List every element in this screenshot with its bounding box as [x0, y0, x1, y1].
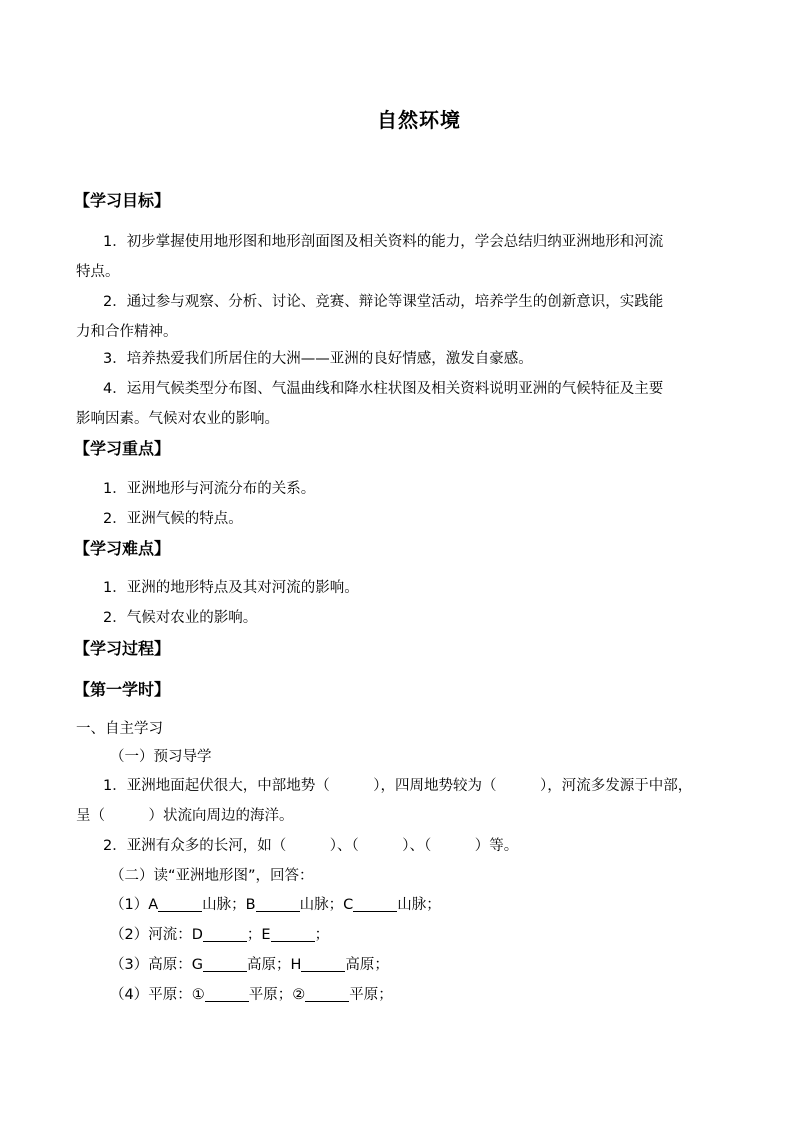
map-q1-end: 山脉；: [397, 897, 441, 913]
blank-c: [353, 897, 397, 912]
key-point-2: 2．亚洲气候的特点。: [103, 511, 243, 527]
blank-e: [271, 927, 315, 942]
goal-4: 4．运用气候类型分布图、气温曲线和降水柱状图及相关资料说明亚洲的气候特征及主要: [103, 381, 664, 397]
map-q3-part-h: 高原；H: [246, 957, 302, 973]
map-q2-part-e: ；E: [246, 927, 271, 943]
heading-difficulties: 【学习难点】: [74, 539, 171, 558]
heading-goals: 【学习目标】: [74, 191, 171, 210]
goal-2-cont: 力和合作精神。: [76, 324, 178, 340]
heading-lesson-1: 【第一学时】: [74, 680, 171, 699]
key-point-1: 1．亚洲地形与河流分布的关系。: [103, 481, 316, 497]
blank-d: [203, 927, 247, 942]
document-title: 自然环境: [377, 108, 461, 132]
goal-4-cont: 影响因素。气候对农业的影响。: [76, 411, 279, 427]
map-q1-part-a: （1）A: [110, 897, 159, 913]
map-q2-part-d: （2）河流：D: [110, 927, 203, 943]
goal-2: 2．通过参与观察、分析、讨论、竞赛、辩论等课堂活动，培养学生的创新意识，实践能: [103, 294, 664, 310]
map-question-plains: [110, 985, 393, 1005]
blank-h: [301, 957, 345, 972]
map-q4-part-1: （4）平原：①: [110, 987, 205, 1003]
map-q4-end: 平原；: [349, 987, 393, 1003]
heading-key-points: 【学习重点】: [74, 439, 171, 458]
blank-a: [158, 897, 202, 912]
subsection-map-reading: （二）读“亚洲地形图”，回答：: [110, 868, 314, 884]
question-1-cont: 呈（ ）状流向周边的海洋。: [76, 808, 294, 824]
map-q3-end: 高原；: [345, 957, 389, 973]
map-q1-part-b: 山脉；B: [202, 897, 256, 913]
blank-g: [203, 957, 247, 972]
goal-1-cont: 特点。: [76, 264, 120, 280]
blank-plain-2: [305, 987, 349, 1002]
heading-process: 【学习过程】: [74, 639, 171, 658]
goal-1: 1．初步掌握使用地形图和地形剖面图及相关资料的能力，学会总结归纳亚洲地形和河流: [103, 234, 664, 250]
map-q1-part-c: 山脉；C: [299, 897, 354, 913]
map-q3-part-g: （3）高原：G: [110, 957, 203, 973]
section-self-study: 一、自主学习: [76, 721, 163, 737]
goal-3: 3．培养热爱我们所居住的大洲——亚洲的良好情感，激发自豪感。: [103, 351, 533, 367]
difficulty-1: 1．亚洲的地形特点及其对河流的影响。: [103, 580, 359, 596]
map-question-plateaus: [110, 955, 389, 975]
blank-b: [256, 897, 300, 912]
question-1: 1．亚洲地面起伏很大，中部地势（ ），四周地势较为（ ），河流多发源于中部，: [103, 778, 693, 794]
difficulty-2: 2．气候对农业的影响。: [103, 610, 258, 626]
map-q2-end: ；: [314, 927, 330, 943]
map-question-mountains: [110, 895, 441, 915]
map-question-rivers: [110, 925, 329, 945]
subsection-preview: （一）预习导学: [110, 749, 212, 765]
question-2: 2．亚洲有众多的长河，如（ ）、（ ）、（ ）等。: [103, 838, 519, 854]
blank-plain-1: [205, 987, 249, 1002]
map-q4-part-2: 平原；②: [248, 987, 306, 1003]
